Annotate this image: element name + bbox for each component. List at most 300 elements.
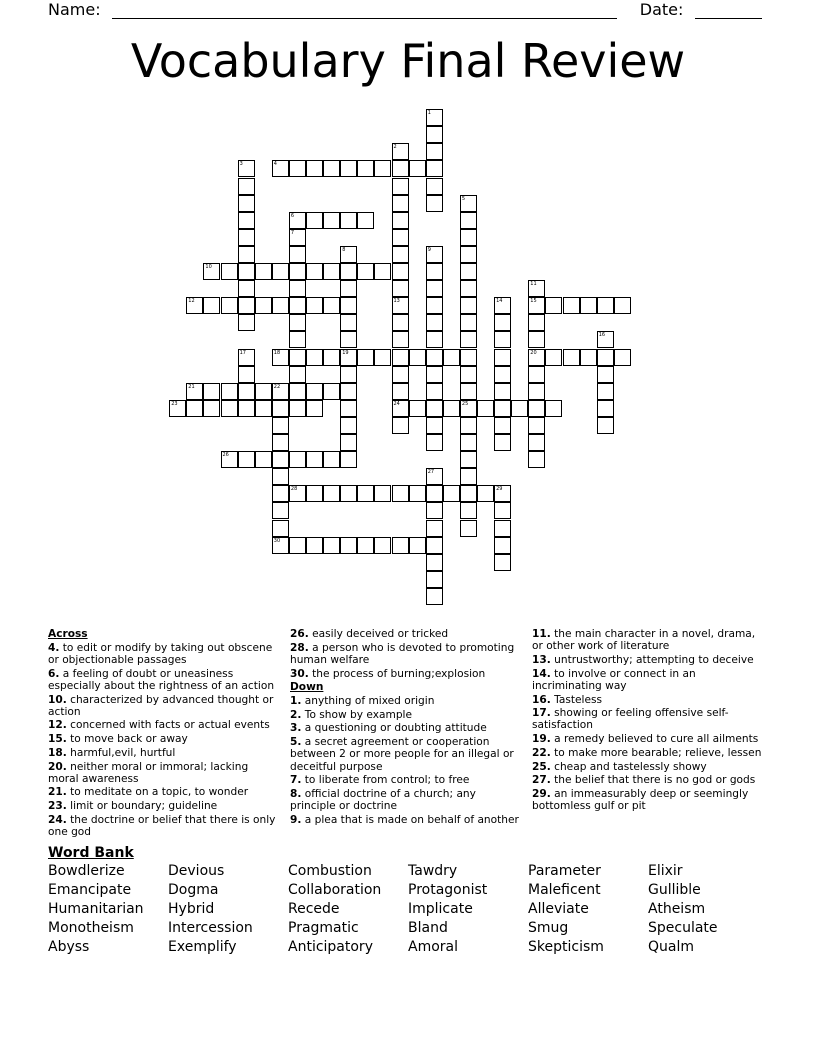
grid-cell[interactable] (238, 229, 255, 246)
grid-cell[interactable] (340, 434, 357, 451)
clue-across (48, 786, 280, 798)
grid-cell[interactable] (426, 143, 443, 160)
grid-cell[interactable] (357, 160, 374, 177)
grid-cell[interactable] (289, 400, 306, 417)
grid-cell[interactable] (528, 417, 545, 434)
name-date-bar (48, 0, 762, 19)
name-field[interactable] (112, 4, 617, 19)
clue-text: concerned with facts or actual events (66, 719, 270, 732)
clue-number: 25 (461, 400, 469, 407)
grid-cell[interactable] (443, 400, 460, 417)
grid-cell[interactable] (460, 502, 477, 519)
grid-cell[interactable] (306, 212, 323, 229)
grid-cell[interactable] (272, 263, 289, 280)
grid-cell[interactable] (306, 400, 323, 417)
grid-cell[interactable] (392, 212, 409, 229)
grid-cell[interactable] (443, 485, 460, 502)
grid-cell[interactable] (340, 485, 357, 502)
clue-text: to make more bearable; relieve, lessen (550, 746, 762, 759)
grid-cell[interactable] (426, 280, 443, 297)
clue-text: untrustworthy; attempting to deceive (550, 653, 754, 666)
grid-cell[interactable] (392, 178, 409, 195)
grid-cell[interactable] (306, 349, 323, 366)
name-label: Name: (48, 0, 101, 19)
clue-number-label: 4. (48, 641, 60, 654)
word-bank-word: Humanitarian (48, 901, 144, 917)
clue-number-label: 16. (532, 693, 551, 706)
grid-cell[interactable] (255, 263, 272, 280)
grid-cell[interactable] (426, 383, 443, 400)
grid-cell[interactable] (374, 485, 391, 502)
word-bank-word: Abyss (48, 939, 90, 955)
grid-cell[interactable] (614, 297, 631, 314)
grid-cell[interactable] (340, 297, 357, 314)
grid-cell[interactable] (221, 263, 238, 280)
grid-cell[interactable] (186, 400, 203, 417)
clue-down (532, 733, 764, 745)
grid-cell[interactable] (374, 349, 391, 366)
grid-cell[interactable] (289, 485, 306, 502)
date-field[interactable] (695, 4, 762, 19)
grid-cell[interactable] (340, 160, 357, 177)
clue-across (48, 694, 280, 718)
grid-cell[interactable] (221, 400, 238, 417)
grid-cell[interactable] (306, 383, 323, 400)
clue-number-label: 17. (532, 707, 551, 720)
grid-cell[interactable] (460, 263, 477, 280)
grid-cell[interactable] (494, 366, 511, 383)
word-bank-word: Bland (408, 920, 448, 936)
grid-cell[interactable] (460, 468, 477, 485)
grid-cell[interactable] (289, 212, 306, 229)
grid-cell[interactable] (323, 485, 340, 502)
grid-cell[interactable] (528, 331, 545, 348)
clue-down (532, 774, 764, 786)
grid-cell[interactable] (323, 297, 340, 314)
clue-text: a person who is devoted to promoting human welfare (290, 641, 515, 666)
grid-cell[interactable] (460, 400, 477, 417)
grid-cell[interactable] (460, 520, 477, 537)
clue-text: cheap and tastelessly showy (550, 760, 707, 773)
grid-cell[interactable] (392, 383, 409, 400)
grid-cell[interactable] (392, 485, 409, 502)
clue-number-label: 20. (48, 760, 67, 773)
grid-cell[interactable] (528, 297, 545, 314)
grid-cell[interactable] (392, 400, 409, 417)
clue-down (290, 814, 522, 826)
grid-cell[interactable] (409, 400, 426, 417)
clue-number: 21 (188, 383, 195, 390)
grid-cell[interactable] (460, 366, 477, 383)
grid-cell[interactable] (392, 314, 409, 331)
grid-cell[interactable] (289, 366, 306, 383)
grid-cell[interactable] (340, 451, 357, 468)
grid-cell[interactable] (460, 383, 477, 400)
clue-number-label: 22. (532, 746, 551, 759)
clue-text: To show by example (301, 708, 412, 721)
grid-cell[interactable] (357, 537, 374, 554)
grid-cell[interactable] (203, 263, 220, 280)
clue-number: 24 (393, 400, 400, 407)
grid-cell[interactable] (340, 314, 357, 331)
grid-cell[interactable] (238, 195, 255, 212)
grid-cell[interactable] (494, 537, 511, 554)
grid-cell[interactable] (426, 178, 443, 195)
grid-cell[interactable] (289, 451, 306, 468)
grid-cell[interactable] (306, 485, 323, 502)
grid-cell[interactable] (238, 383, 255, 400)
grid-cell[interactable] (460, 297, 477, 314)
grid-cell[interactable] (340, 366, 357, 383)
grid-cell[interactable] (580, 349, 597, 366)
grid-cell[interactable] (597, 297, 614, 314)
grid-cell[interactable] (357, 349, 374, 366)
clue-across (48, 814, 280, 838)
grid-cell[interactable] (460, 485, 477, 502)
grid-cell[interactable] (545, 400, 562, 417)
grid-cell[interactable] (272, 451, 289, 468)
grid-cell[interactable] (460, 229, 477, 246)
word-bank-word: Tawdry (408, 863, 458, 879)
grid-cell[interactable] (306, 537, 323, 554)
grid-cell[interactable] (477, 485, 494, 502)
word-bank-word: Protagonist (408, 882, 488, 898)
grid-cell[interactable] (528, 434, 545, 451)
grid-cell[interactable] (392, 537, 409, 554)
word-bank-word: Exemplify (168, 939, 237, 955)
grid-cell[interactable] (289, 331, 306, 348)
grid-cell[interactable] (323, 451, 340, 468)
down-header: Down (290, 681, 324, 694)
clue-number-label: 28. (290, 641, 309, 654)
grid-cell[interactable] (494, 554, 511, 571)
grid-cell[interactable] (221, 297, 238, 314)
grid-cell[interactable] (460, 246, 477, 263)
clue-number-label: 10. (48, 693, 67, 706)
grid-cell[interactable] (426, 195, 443, 212)
clue-number-label: 9. (290, 813, 302, 826)
grid-cell[interactable] (323, 160, 340, 177)
grid-cell[interactable] (409, 537, 426, 554)
grid-cell[interactable] (340, 349, 357, 366)
grid-cell[interactable] (323, 349, 340, 366)
clue-text: the belief that there is no god or gods (550, 774, 756, 787)
clue-text: to involve or connect in an incriminating way (532, 667, 696, 692)
grid-cell[interactable] (460, 195, 477, 212)
grid-cell[interactable] (272, 417, 289, 434)
clue-text: neither moral or immoral; lacking moral awareness (48, 760, 249, 785)
grid-cell[interactable] (528, 366, 545, 383)
grid-cell[interactable] (460, 349, 477, 366)
grid-cell[interactable] (494, 383, 511, 400)
grid-cell[interactable] (340, 263, 357, 280)
grid-cell[interactable] (392, 331, 409, 348)
grid-cell[interactable] (238, 366, 255, 383)
clue-number: 29 (496, 486, 503, 493)
grid-cell[interactable] (238, 400, 255, 417)
word-bank-word: Amoral (408, 939, 459, 955)
grid-cell[interactable] (426, 502, 443, 519)
grid-cell[interactable] (597, 400, 614, 417)
grid-cell[interactable] (272, 502, 289, 519)
grid-cell[interactable] (426, 417, 443, 434)
clue-text: to meditate on a topic, to wonder (66, 786, 249, 799)
grid-cell[interactable] (238, 297, 255, 314)
grid-cell[interactable] (426, 109, 443, 126)
grid-cell[interactable] (323, 263, 340, 280)
grid-cell[interactable] (272, 485, 289, 502)
grid-cell[interactable] (460, 417, 477, 434)
grid-cell[interactable] (409, 485, 426, 502)
grid-cell[interactable] (426, 434, 443, 451)
grid-cell[interactable] (494, 502, 511, 519)
grid-cell[interactable] (528, 383, 545, 400)
grid-cell[interactable] (460, 451, 477, 468)
grid-cell[interactable] (545, 349, 562, 366)
grid-cell[interactable] (340, 246, 357, 263)
grid-cell[interactable] (392, 246, 409, 263)
clue-down (290, 774, 522, 786)
grid-cell[interactable] (460, 331, 477, 348)
grid-cell[interactable] (528, 280, 545, 297)
clue-number: 6 (290, 212, 295, 219)
clue-number-label: 25. (532, 760, 551, 773)
grid-cell[interactable] (494, 297, 511, 314)
clue-down (290, 695, 522, 707)
page-title: Vocabulary Final Review (130, 34, 686, 88)
grid-cell[interactable] (306, 451, 323, 468)
grid-cell[interactable] (494, 434, 511, 451)
grid-cell[interactable] (392, 195, 409, 212)
grid-cell[interactable] (460, 212, 477, 229)
grid-cell[interactable] (511, 400, 528, 417)
grid-cell[interactable] (426, 366, 443, 383)
grid-cell[interactable] (357, 263, 374, 280)
grid-cell[interactable] (545, 297, 562, 314)
grid-cell[interactable] (203, 400, 220, 417)
grid-cell[interactable] (323, 383, 340, 400)
grid-cell[interactable] (306, 263, 323, 280)
grid-cell[interactable] (272, 160, 289, 177)
grid-cell[interactable] (460, 314, 477, 331)
clue-number: 7 (290, 229, 295, 236)
grid-cell[interactable] (340, 383, 357, 400)
grid-cell[interactable] (392, 160, 409, 177)
grid-cell[interactable] (289, 297, 306, 314)
clue-number: 26 (222, 452, 229, 459)
clue-number-label: 23. (48, 800, 67, 813)
grid-cell[interactable] (272, 537, 289, 554)
grid-cell[interactable] (597, 366, 614, 383)
grid-cell[interactable] (238, 451, 255, 468)
grid-cell[interactable] (289, 383, 306, 400)
grid-cell[interactable] (614, 349, 631, 366)
word-bank-word: Pragmatic (288, 920, 359, 936)
grid-cell[interactable] (597, 331, 614, 348)
clue-across (48, 733, 280, 745)
clue-number: 13 (393, 298, 400, 305)
word-bank-word: Qualm (648, 939, 694, 955)
grid-cell[interactable] (426, 126, 443, 143)
grid-cell[interactable] (392, 366, 409, 383)
grid-cell[interactable] (426, 263, 443, 280)
word-bank-word: Anticipatory (288, 939, 373, 955)
grid-cell[interactable] (186, 383, 203, 400)
grid-cell[interactable] (494, 314, 511, 331)
grid-cell[interactable] (289, 537, 306, 554)
grid-cell[interactable] (272, 468, 289, 485)
clue-number: 16 (598, 332, 606, 339)
grid-cell[interactable] (340, 417, 357, 434)
grid-cell[interactable] (426, 554, 443, 571)
grid-cell[interactable] (221, 451, 238, 468)
grid-cell[interactable] (597, 383, 614, 400)
clue-number-label: 15. (48, 733, 67, 746)
word-bank-word: Bowdlerize (48, 863, 125, 879)
grid-cell[interactable] (238, 160, 255, 177)
grid-cell[interactable] (460, 434, 477, 451)
grid-cell[interactable] (374, 537, 391, 554)
grid-cell[interactable] (426, 588, 443, 605)
grid-cell[interactable] (255, 400, 272, 417)
grid-cell[interactable] (580, 297, 597, 314)
grid-cell[interactable] (323, 537, 340, 554)
grid-cell[interactable] (426, 349, 443, 366)
grid-cell[interactable] (494, 417, 511, 434)
word-bank-word: Combustion (288, 863, 372, 879)
grid-cell[interactable] (392, 143, 409, 160)
grid-cell[interactable] (340, 331, 357, 348)
grid-cell[interactable] (255, 297, 272, 314)
grid-cell[interactable] (409, 160, 426, 177)
grid-cell[interactable] (289, 263, 306, 280)
grid-cell[interactable] (238, 246, 255, 263)
grid-cell[interactable] (203, 297, 220, 314)
grid-cell[interactable] (597, 417, 614, 434)
grid-cell[interactable] (374, 160, 391, 177)
grid-cell[interactable] (238, 349, 255, 366)
grid-cell[interactable] (460, 280, 477, 297)
grid-cell[interactable] (272, 297, 289, 314)
grid-cell[interactable] (340, 212, 357, 229)
grid-cell[interactable] (238, 263, 255, 280)
grid-cell[interactable] (426, 160, 443, 177)
grid-cell[interactable] (203, 383, 220, 400)
grid-cell[interactable] (221, 383, 238, 400)
grid-cell[interactable] (238, 314, 255, 331)
clue-text: Tasteless (550, 693, 603, 706)
grid-cell[interactable] (374, 263, 391, 280)
grid-cell[interactable] (238, 280, 255, 297)
grid-cell[interactable] (340, 537, 357, 554)
grid-cell[interactable] (477, 400, 494, 417)
grid-cell[interactable] (186, 297, 203, 314)
clue-number-label: 30. (290, 667, 309, 680)
grid-cell[interactable] (392, 349, 409, 366)
grid-cell[interactable] (169, 400, 186, 417)
word-bank-word: Devious (168, 863, 225, 879)
grid-cell[interactable] (426, 520, 443, 537)
grid-cell[interactable] (306, 297, 323, 314)
grid-cell[interactable] (289, 349, 306, 366)
clue-across (48, 642, 280, 666)
word-bank-word: Atheism (648, 901, 706, 917)
grid-cell[interactable] (289, 314, 306, 331)
grid-cell[interactable] (426, 400, 443, 417)
grid-cell[interactable] (340, 400, 357, 417)
grid-cell[interactable] (494, 331, 511, 348)
grid-cell[interactable] (238, 212, 255, 229)
clue-text: showing or feeling offensive self-satisfaction (532, 707, 729, 732)
grid-cell[interactable] (323, 212, 340, 229)
grid-cell[interactable] (426, 571, 443, 588)
grid-cell[interactable] (494, 349, 511, 366)
grid-cell[interactable] (528, 349, 545, 366)
grid-cell[interactable] (494, 400, 511, 417)
clue-text: anything of mixed origin (301, 695, 435, 708)
grid-cell[interactable] (409, 349, 426, 366)
clue-across (290, 628, 522, 640)
grid-cell[interactable] (426, 331, 443, 348)
grid-cell[interactable] (272, 349, 289, 366)
grid-cell[interactable] (289, 246, 306, 263)
grid-cell[interactable] (306, 160, 323, 177)
grid-cell[interactable] (392, 280, 409, 297)
clue-down (290, 709, 522, 721)
grid-cell[interactable] (443, 349, 460, 366)
grid-cell[interactable] (426, 314, 443, 331)
grid-cell[interactable] (392, 263, 409, 280)
grid-cell[interactable] (494, 485, 511, 502)
grid-cell[interactable] (528, 451, 545, 468)
grid-cell[interactable] (426, 468, 443, 485)
grid-cell[interactable] (597, 349, 614, 366)
clue-number-label: 19. (532, 733, 551, 746)
grid-cell[interactable] (272, 434, 289, 451)
grid-cell[interactable] (528, 314, 545, 331)
grid-cell[interactable] (357, 485, 374, 502)
clue-number-label: 12. (48, 719, 67, 732)
grid-cell[interactable] (494, 520, 511, 537)
grid-cell[interactable] (426, 537, 443, 554)
grid-cell[interactable] (289, 160, 306, 177)
grid-cell[interactable] (392, 297, 409, 314)
grid-cell[interactable] (392, 417, 409, 434)
clue-text: easily deceived or tricked (308, 628, 449, 640)
grid-cell[interactable] (272, 400, 289, 417)
grid-cell[interactable] (426, 485, 443, 502)
grid-cell[interactable] (255, 451, 272, 468)
grid-cell[interactable] (426, 246, 443, 263)
grid-cell[interactable] (289, 229, 306, 246)
clue-text: limit or boundary; guideline (66, 800, 218, 813)
clue-number: 27 (427, 469, 435, 476)
grid-cell[interactable] (563, 297, 580, 314)
grid-cell[interactable] (563, 349, 580, 366)
clue-number-label: 6. (48, 667, 60, 680)
grid-cell[interactable] (426, 297, 443, 314)
grid-cell[interactable] (528, 400, 545, 417)
grid-cell[interactable] (392, 229, 409, 246)
grid-cell[interactable] (238, 178, 255, 195)
clue-number: 4 (273, 161, 277, 168)
grid-cell[interactable] (255, 383, 272, 400)
grid-cell[interactable] (357, 212, 374, 229)
grid-cell[interactable] (272, 520, 289, 537)
grid-cell[interactable] (272, 383, 289, 400)
grid-cell[interactable] (340, 280, 357, 297)
grid-cell[interactable] (289, 280, 306, 297)
